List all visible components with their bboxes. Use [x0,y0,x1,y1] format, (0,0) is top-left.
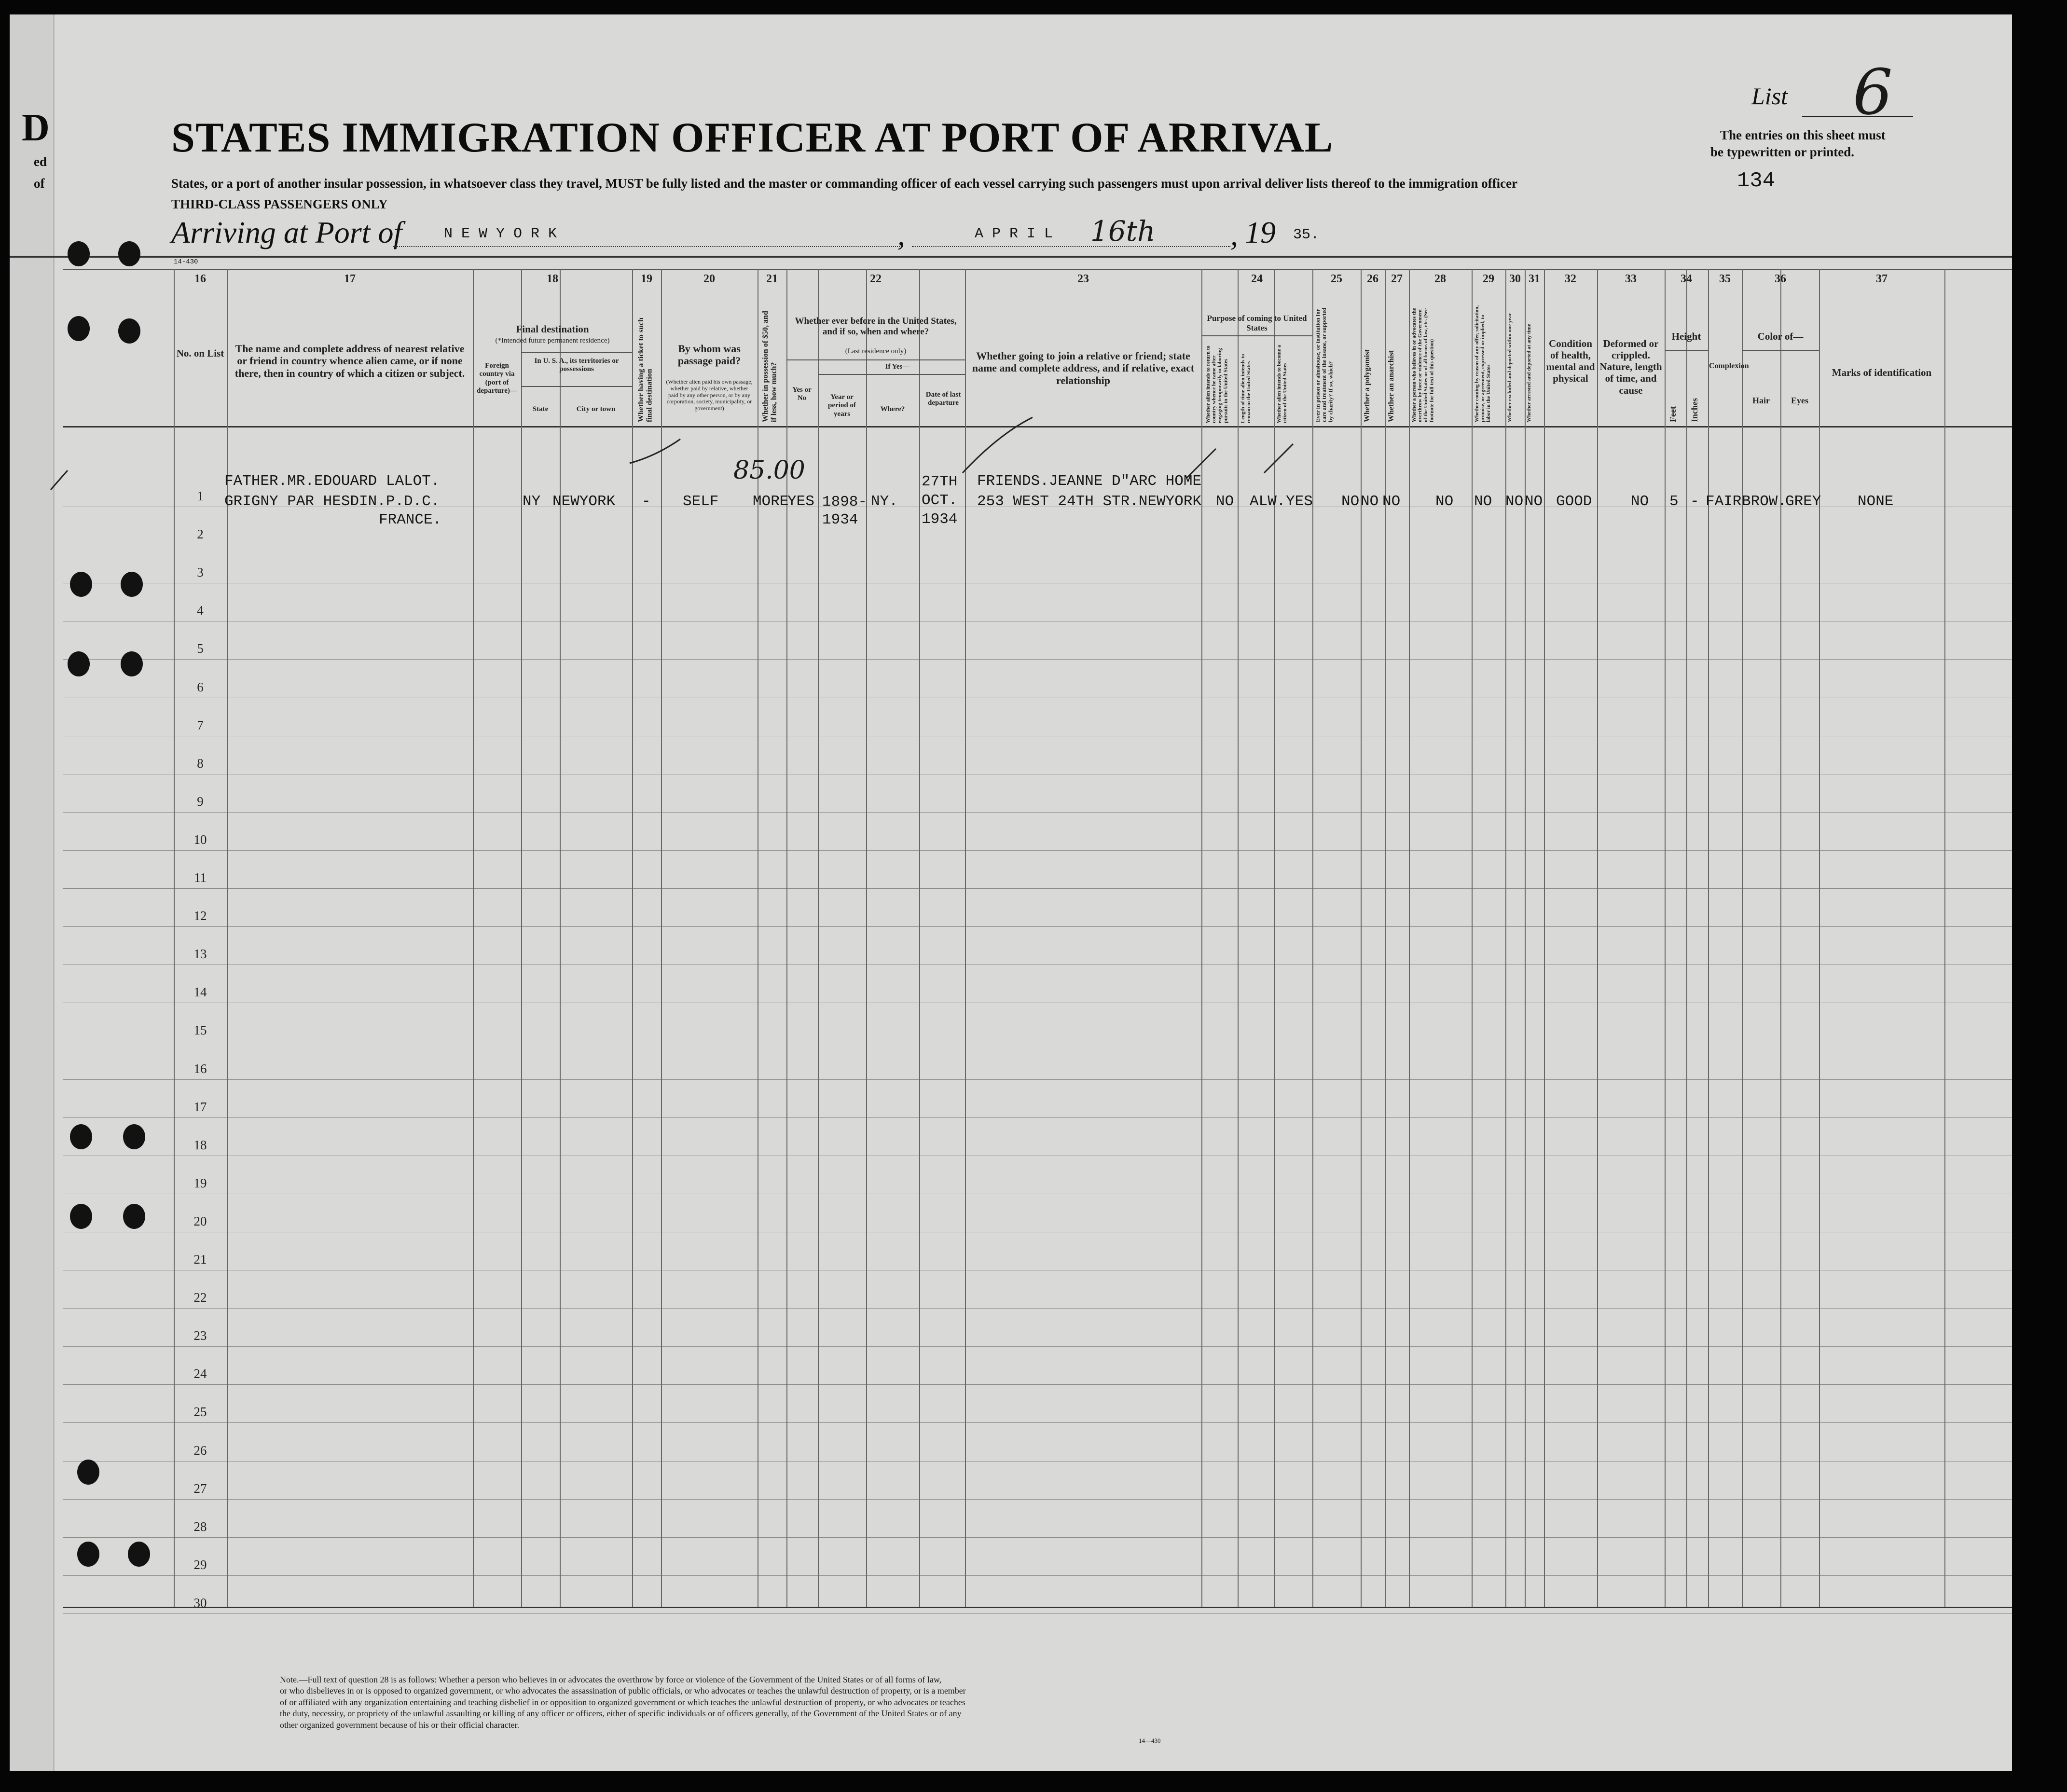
row-number: 19 [193,1175,207,1190]
punch-hole [121,572,143,597]
header-join-relative: Whether going to join a relative or friend; state name and complete address, and if relative, exact relationship [972,350,1195,386]
row-number: 10 [193,832,207,847]
entry-years: 1898- 1934 [822,494,868,529]
row-number: 20 [193,1213,207,1228]
month: A P R I L [975,226,1053,242]
entry-hair: BROW. [1742,493,1787,510]
entry-arrested: NO [1525,493,1543,510]
col-num-31: 31 [1529,273,1540,285]
header-paid-by-note: (Whether alien paid his own passage, whether paid by relative, whether paid by any other person, or by any corporation, society, municipality, or government) [666,378,753,412]
header-city: City or town [576,405,616,413]
col-num-34: 34 [1681,273,1692,285]
footnote-line4: the duty, necessity, or propriety of the unlawful assaulting or killing of any officer or officers, either of specific individuals or of officers generally, of the Government of the United States or of any [280,1709,962,1719]
edge-fragment-2: of [34,176,45,191]
row-number: 6 [197,679,204,694]
col-num-25: 25 [1331,273,1342,285]
header-yes-no: Yes or No [792,386,812,402]
punch-hole [121,651,143,676]
sheet-number: 134 [1737,169,1776,193]
header-deformed: Deformed or crippled. Nature, length of time, and cause [1599,338,1662,396]
row-number: 26 [193,1443,207,1458]
punch-hole [123,1124,145,1149]
col-num-19: 19 [641,273,652,285]
header-final-destination-note: (*Intended future permanent residence) [495,337,610,345]
entry-anarchist: NO [1382,493,1401,510]
punch-hole [70,572,92,597]
row-number: 4 [197,603,204,618]
entry-relative-line1: FATHER.MR.EDOUARD LALOT. [224,473,440,490]
punch-hole [68,241,90,266]
header-color-of: Color of— [1757,331,1804,342]
entry-state: NY [523,493,541,510]
entry-purpose-citizen: YES [1286,493,1313,510]
row-number: 21 [193,1252,207,1267]
row-number: 27 [193,1481,207,1496]
col-num-17: 17 [344,273,356,285]
manifest-sheet [10,14,2012,1771]
punch-hole [77,1542,99,1567]
entry-join-line1: FRIENDS.JEANNE D"ARC HOME [977,473,1202,490]
header-polygamist: Whether a polygamist [1363,349,1371,422]
footnote-line2: or who disbelieves in or is opposed to organized government, or who advocates the assassination of public officials, or who advocates or teaches the unlawful destruction of property, or is a member [280,1686,966,1696]
entry-labor: NO [1474,493,1492,510]
col-num-33: 33 [1625,273,1637,285]
col-num-27: 27 [1391,273,1403,285]
punch-hole [118,241,140,266]
port-name: N E W Y O R K [444,226,557,242]
entry-prison: NO [1341,493,1360,510]
col-num-32: 32 [1565,273,1576,285]
header-no-on-list: No. on List [176,347,224,359]
day: 16th [1090,215,1156,248]
entry-deformed: NO [1631,493,1649,510]
col-num-35: 35 [1719,273,1731,285]
intro-line: States, or a port of another insular possession, in whatsoever class they travel, MUST be fully listed and the master or commanding officer of each vessel carrying such passengers must upon arrival deliver lists thereof to the immigration officer [171,176,1518,191]
entry-purpose-return: NO [1216,493,1234,510]
col-num-20: 20 [703,273,715,285]
pencil-strokes [10,14,2012,1771]
header-inches: Inches [1690,398,1699,422]
header-foreign-country: Foreign country via (port of departure)— [477,362,517,395]
header-final-destination: Final destination [516,323,589,335]
punch-hole [68,651,90,676]
header-in-usa: In U. S. A., its territories or possessions [534,357,619,373]
row-number: 8 [197,756,204,771]
entry-ticket: - [642,493,651,510]
entry-purpose-length: ALW. [1250,493,1286,510]
punch-hole [70,1204,92,1229]
footnote-line1: Note.—Full text of question 28 is as follows: Whether a person who believes in or advocates the overthrow by force or violence of the Government of the United States or of all forms of law, [280,1675,942,1684]
entry-before: YES [787,493,814,510]
row-number: 14 [193,985,207,1000]
entry-complexion: FAIR [1706,493,1742,510]
arriving-label: Arriving at Port of [171,215,402,249]
row-number: 11 [194,870,207,885]
row-number: 12 [193,909,207,924]
row-number: 2 [197,527,204,542]
entry-excluded: NO [1505,493,1524,510]
header-hair: Hair [1752,396,1770,405]
header-purpose-return: Whether alien intends to return to country whence he came after engaging temporarily in laboring pursuits in the United States [1205,345,1229,423]
header-purpose: Purpose of coming to United States [1207,314,1307,332]
row-number: 3 [197,565,204,580]
entry-inches: - [1690,493,1699,510]
header-complexion: Complexion [1709,362,1749,370]
header-health: Condition of health, mental and physical [1546,338,1595,385]
footnote-line5: other organized government because of his or their official character. [280,1720,520,1730]
row-number: 13 [193,947,207,962]
punch-hole [68,316,90,341]
entry-join-line2: 253 WEST 24TH STR.NEWYORK [977,493,1202,510]
footnote-code: 14—430 [1139,1737,1161,1744]
header-before-note: (Last residence only) [845,347,907,355]
row-number: 23 [193,1328,207,1343]
punch-hole [77,1460,99,1485]
header-paid-by: By whom was passage paid? [677,343,741,367]
edge-letter: D [22,107,50,149]
row-number: 25 [193,1405,207,1420]
header-relative: The name and complete address of nearest relative or friend in country whence alien came, or if none there, then in country of which a citizen or subject. [234,343,465,379]
entry-relative-line2: GRIGNY PAR HESDIN.P.D.C. [224,493,440,510]
punch-hole [123,1204,145,1229]
header-eyes: Eyes [1791,396,1808,405]
entry-money: MORE [753,493,789,510]
entry-overthrow: NO [1435,493,1454,510]
comma: , [897,218,905,252]
entry-relative-line3: FRANCE. [379,511,442,528]
entry-where: NY. [871,493,898,510]
footnote-line3: of or affiliated with any organization entertaining and teaching disbelief in or opposition to organized government or which teaches the unlawful destruction of property, or who advocates or teaches [280,1697,965,1707]
header-marks: Marks of identification [1832,367,1932,378]
header-ticket: Whether having a ticket to such final destination [637,317,654,422]
comma-2: , [1230,218,1238,252]
col-num-28: 28 [1434,273,1446,285]
row-number: 22 [193,1290,207,1305]
header-purpose-citizen: Whether alien intends to become a citizen of the United States [1276,345,1288,423]
entry-city: NEWYORK [552,493,616,510]
year-prefix: 19 [1245,215,1276,249]
row-number: 7 [197,717,204,732]
entry-polygamist: NO [1361,493,1379,510]
header-date-last-departure: Date of last departure [925,391,961,407]
col-num-21: 21 [766,273,778,285]
entry-marks: NONE [1858,493,1894,510]
header-where: Where? [880,405,905,413]
col-num-26: 26 [1367,273,1378,285]
form-code: 14-430 [174,258,198,266]
class-line: THIRD-CLASS PASSENGERS ONLY [171,197,388,211]
typewritten-note-2: be typewritten or printed. [1710,145,1854,159]
header-overthrow: Whether a person who believes in or advocates the overthrow by force or violence of the Government of the United States or of all forms of law, etc. (See footnote for full text of this question) [1411,308,1435,422]
row-number: 17 [193,1099,207,1114]
col-num-29: 29 [1483,273,1494,285]
col-num-30: 30 [1509,273,1521,285]
entry-eyes: GREY [1785,493,1821,510]
row-number: 15 [193,1023,207,1038]
entry-departure: 27TH OCT. 1934 [922,473,958,528]
header-if-yes: If Yes— [885,363,910,371]
header-labor: Whether coming by reason of any offer, solicitation, promise, or agreement, expressed or implied, to labor in the United States [1474,305,1492,422]
col-num-37: 37 [1876,273,1888,285]
col-num-16: 16 [194,273,206,285]
col-num-36: 36 [1775,273,1786,285]
col-num-24: 24 [1251,273,1263,285]
row-number: 28 [193,1519,207,1534]
col-num-23: 23 [1077,273,1089,285]
entry-money-handwritten: 85.00 [733,456,805,485]
entry-health: GOOD [1556,493,1592,510]
page-title: STATES IMMIGRATION OFFICER AT PORT OF ARRIVAL [171,114,1334,161]
footnote [280,1674,966,1731]
header-arrested: Whether arrested and deported at any time [1526,324,1532,422]
row-number: 5 [197,641,204,656]
header-before-in-us: Whether ever before in the United States, and if so, when and where? [795,316,957,337]
header-years: Year or period of years [828,393,856,418]
list-number: 6 [1853,55,1893,129]
year-suffix: 35. [1293,227,1320,243]
entry-paid-by: SELF [683,493,719,510]
row-number: 9 [197,794,204,809]
header-feet: Feet [1668,406,1678,422]
row-number: 30 [193,1595,207,1610]
header-anarchist: Whether an anarchist [1387,350,1395,422]
header-excluded: Whether excluded and deported within one year [1507,313,1513,422]
header-prison: Ever in prison or almshouse, or institution for care and treatment of the insane, or supported by charity? If so, which? [1314,307,1334,422]
entry-feet: 5 [1669,493,1679,510]
header-height: Height [1671,331,1701,342]
row-number: 29 [193,1557,207,1572]
list-label: List [1751,83,1788,110]
row-number: 16 [193,1061,207,1076]
row-number: 18 [193,1137,207,1152]
header-money: Whether in possession of $50, and if less, how much? [761,311,778,422]
header-purpose-length: Length of time alien intends to remain in the United States [1240,354,1252,423]
typewritten-note-1: The entries on this sheet must [1720,128,1886,142]
row-number: 1 [197,489,204,503]
col-num-22: 22 [870,273,882,285]
col-num-18: 18 [547,273,558,285]
row-number: 24 [193,1366,207,1381]
punch-hole [70,1124,92,1149]
punch-hole [128,1542,150,1567]
header-state: State [532,405,549,413]
punch-hole [118,318,140,344]
edge-fragment-1: ed [34,154,47,169]
